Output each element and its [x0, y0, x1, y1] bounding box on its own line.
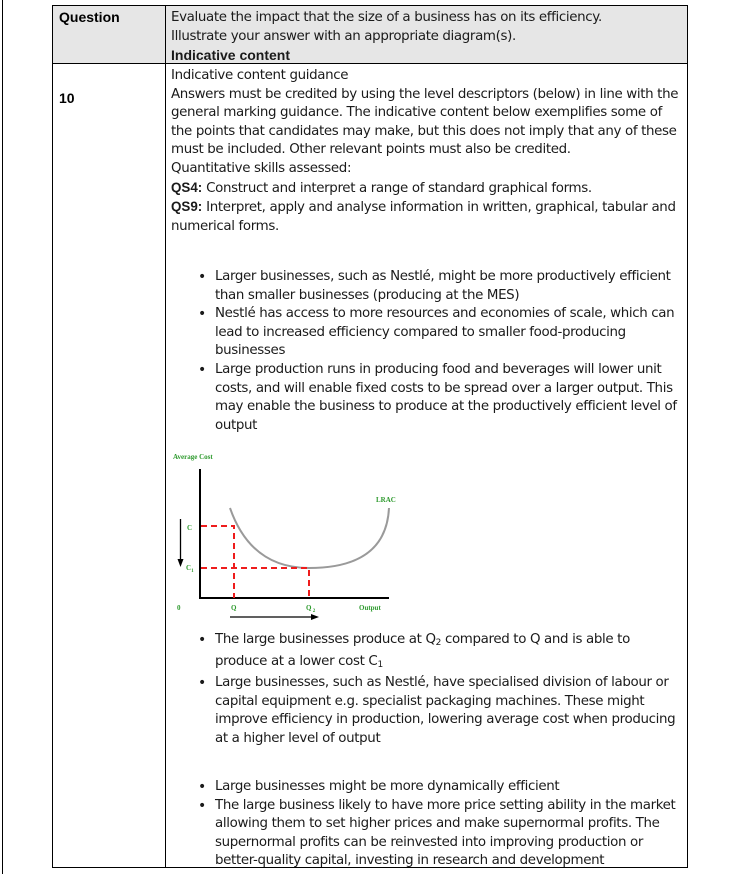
x-axis-label: Output: [359, 604, 381, 612]
bullet-list-productive-efficiency: [198, 268, 681, 435]
list-item: • The large business likely to have more price setting ability in the market allowing them to set higher prices and make supernormal profits. The supernormal profits can be reinvested into improving production or better-quality capital, investing in research and development: [198, 797, 681, 871]
right-arrow-head-icon: [311, 614, 319, 620]
q-label: Q: [231, 604, 237, 612]
guidance-text: [171, 67, 683, 236]
down-arrow-head-icon: [178, 559, 184, 567]
bullet-text: compared to Q and is able to produce at a lower cost C: [215, 632, 630, 669]
skill-qs4: [171, 179, 683, 199]
cost-c1-dash: [201, 568, 309, 598]
list-item: • Large businesses might be more dynamically efficient: [198, 778, 681, 797]
question-text: [171, 9, 683, 65]
origin-label: 0: [177, 604, 181, 612]
list-item: • Nestlé has access to more resources and economies of scale, which can lead to increased efficiency compared to smaller food-producing businesses: [198, 305, 681, 361]
cost-c-dash: [201, 526, 234, 598]
lrac-curve: [230, 508, 389, 568]
mark-scheme-table: [52, 5, 688, 868]
question-line-1: Evaluate the impact that the size of a business has on its efficiency.: [171, 10, 602, 25]
question-label: Question: [59, 9, 120, 25]
cost-c1-label: $C_1$: [186, 564, 194, 574]
skill-code: QS9:: [171, 199, 203, 215]
skills-heading: Quantitative skills assessed:: [171, 160, 352, 176]
guidance-paragraph: Answers must be credited by using the level descriptors (below) in line with the general marking guidance. The indicative content below exemplifies some of the points that candidates may make, but this does not imply that any of these must be included. Other relevant points must also be credited.: [171, 86, 679, 158]
q2-label: Q $_2$: [306, 604, 316, 614]
question-line-2: Illustrate your answer with an appropriate diagram(s).: [171, 28, 516, 44]
guidance-title: Indicative content guidance: [171, 68, 349, 83]
page-left-rule: [2, 0, 3, 874]
subscript: 2: [435, 638, 442, 648]
list-item: • Larger businesses, such as Nestlé, might be more productively efficient than smaller businesses (producing at the MES): [198, 268, 681, 305]
skill-text: Construct and interpret a range of standard graphical forms.: [202, 180, 592, 196]
list-item: • Large production runs in producing food and beverages will lower unit costs, and will enable fixed costs to be spread over a larger output. This may enable the business to produce at the productively efficient level of output: [198, 361, 681, 435]
question-number: 10: [59, 90, 75, 106]
y-axis-label: Average Cost: [173, 453, 213, 461]
bullet-list-cost-comparison: [198, 631, 681, 749]
bullet-list-dynamic-efficiency: [198, 778, 681, 871]
bullet-text: The large businesses produce at Q: [215, 632, 436, 647]
list-item: • Large businesses, such as Nestlé, have specialised division of labour or capital equipment e.g. specialist packaging machines. These might improve efficiency in production, lowering average cost when producing at a higher level of output: [198, 674, 681, 748]
cost-c-label: C: [187, 524, 193, 532]
lrac-label: LRAC: [376, 496, 396, 504]
skill-text: Interpret, apply and analyse information in written, graphical, tabular and numerical forms.: [171, 200, 676, 234]
subscript: 1: [377, 659, 383, 670]
skill-code: QS4:: [171, 179, 203, 195]
lrac-diagram: [161, 443, 421, 628]
indicative-content-heading: Indicative content: [171, 47, 291, 64]
list-item: [198, 631, 681, 674]
skill-qs9: [171, 198, 683, 236]
column-divider: [165, 6, 166, 867]
